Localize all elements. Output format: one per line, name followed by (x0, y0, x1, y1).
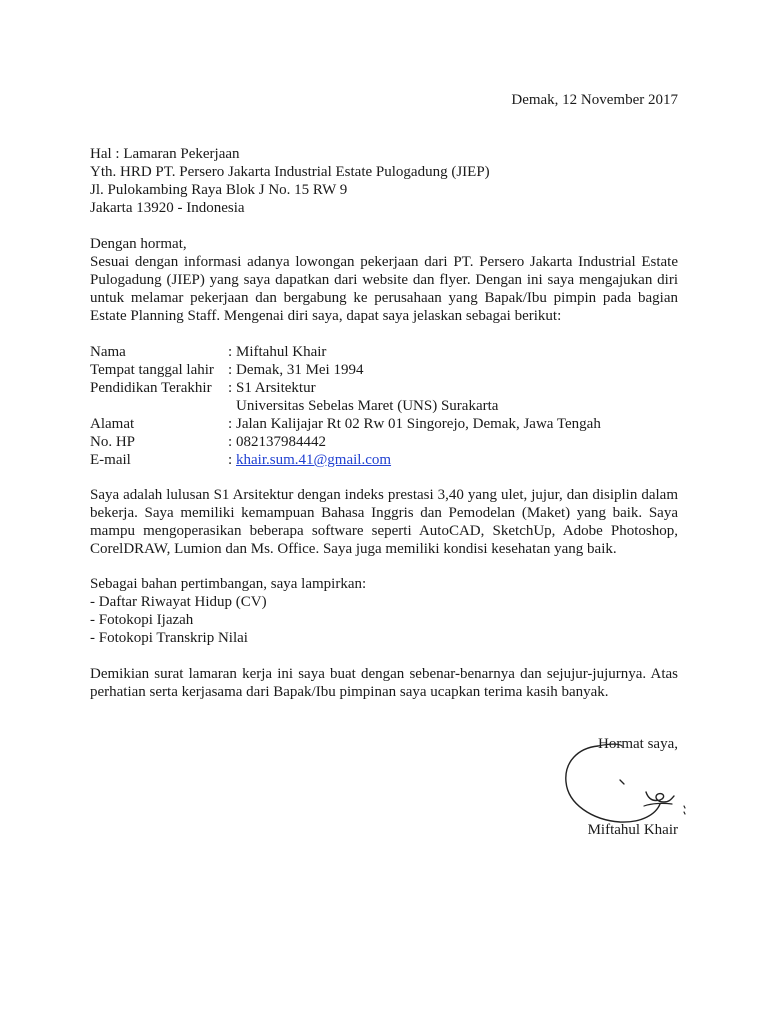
education-row (90, 379, 678, 397)
address-row (90, 415, 678, 433)
greeting: Dengan hormat, (90, 236, 187, 252)
subject-line: Hal : Lamaran Pekerjaan (90, 146, 240, 162)
birth-value: Demak, 31 Mei 1994 (236, 362, 364, 378)
closing-section (90, 665, 678, 701)
recipient-address-line: Jl. Pulokambing Raya Blok J No. 15 RW 9 (90, 182, 348, 198)
separator: : (228, 416, 233, 432)
separator: : (228, 362, 233, 378)
separator: : (228, 434, 233, 450)
email-row (90, 451, 678, 469)
personal-data-table (90, 343, 678, 469)
closing-paragraph: Demikian surat lamaran kerja ini saya buat dengan sebenar-benarnya dan sejujur-jujurnya. Atas perhatian serta kerjasama dari Bapak/Ibu pimpinan saya ucapkan terima kasih banyak. (90, 666, 678, 700)
separator: : (228, 380, 233, 396)
email-label: E-mail (90, 452, 131, 468)
birth-row (90, 361, 678, 379)
address-value: Jalan Kalijajar Rt 02 Rw 01 Singorejo, Demak, Jawa Tengah (236, 416, 601, 432)
attachment-item: - Fotokopi Transkrip Nilai (90, 630, 248, 646)
phone-value: 082137984442 (236, 434, 326, 450)
attachments-intro: Sebagai bahan pertimbangan, saya lampirkan: (90, 576, 367, 592)
separator: : (228, 452, 233, 468)
education-label: Pendidikan Terakhir (90, 380, 212, 396)
phone-row (90, 433, 678, 451)
attachments-section (90, 575, 678, 647)
education-value: S1 Arsitektur (236, 380, 316, 396)
opening-section (90, 235, 678, 325)
name-label: Nama (90, 344, 126, 360)
address-label: Alamat (90, 416, 135, 432)
separator: : (228, 344, 233, 360)
name-value: Miftahul Khair (236, 344, 327, 360)
attachment-item: - Fotokopi Ijazah (90, 612, 194, 628)
name-row (90, 343, 678, 361)
email-link[interactable]: khair.sum.41@gmail.com (236, 452, 392, 468)
letter-header (90, 145, 678, 217)
intro-paragraph: Sesuai dengan informasi adanya lowongan pekerjaan dari PT. Persero Jakarta Industrial Estate Pulogadung (JIEP) yang saya dapatkan dari website dan flyer. Dengan ini saya mengajukan diri untuk melamar pekerjaan dan bergabung ke perusahaan yang Bapak/Ibu pimpin pada bagian Estate Planning Staff. Mengenai diri saya, dapat saya jelaskan sebagai berikut: (90, 254, 678, 324)
attachment-item: - Daftar Riwayat Hidup (CV) (90, 594, 267, 610)
qualifications-paragraph: Saya adalah lulusan S1 Arsitektur dengan indeks prestasi 3,40 yang ulet, jujur, dan disiplin dalam bekerja. Saya memiliki kemampuan Bahasa Inggris dan Pemodelan (Maket) yang baik. Saya mampu mengoperasikan beberapa software seperti AutoCAD, SketchUp, Adobe Photoshop, CorelDRAW, Lumion dan Ms. Office. Saya juga memiliki kondisi kesehatan yang baik. (90, 487, 678, 557)
education-university: Universitas Sebelas Maret (UNS) Surakarta (236, 398, 499, 414)
phone-label: No. HP (90, 434, 136, 450)
sign-off: Hormat saya, (598, 736, 678, 752)
recipient-city-line: Jakarta 13920 - Indonesia (90, 200, 245, 216)
email-value-wrap (236, 451, 678, 469)
birth-label: Tempat tanggal lahir (90, 362, 214, 378)
qualifications-section (90, 486, 678, 558)
signer-name: Miftahul Khair (587, 822, 678, 838)
recipient-line: Yth. HRD PT. Persero Jakarta Industrial Estate Pulogadung (JIEP) (90, 164, 490, 180)
place-date: Demak, 12 November 2017 (511, 92, 678, 108)
